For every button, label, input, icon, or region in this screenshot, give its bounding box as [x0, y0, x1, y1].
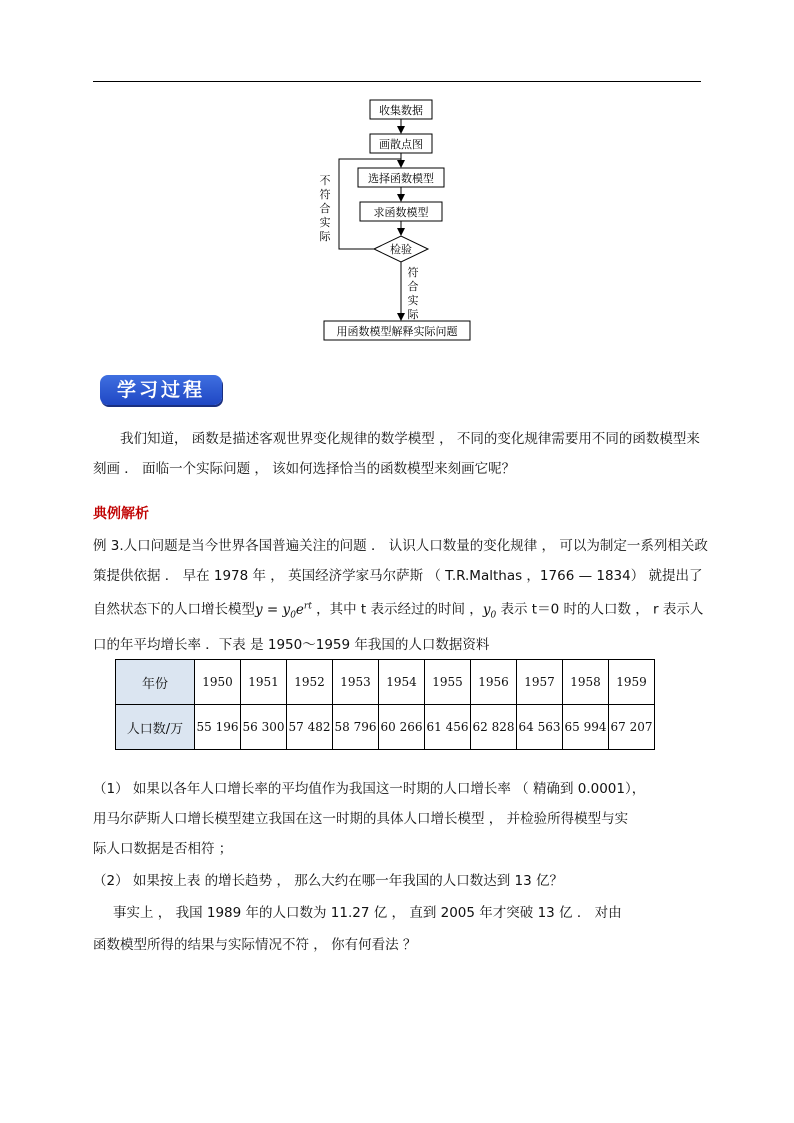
table-cell: 1954: [379, 660, 425, 705]
svg-text:合: 合: [319, 202, 331, 215]
svg-text:符: 符: [319, 188, 331, 201]
flow-step-scatter: [370, 134, 432, 153]
section-banner: 学习过程: [100, 375, 222, 405]
table-cell: 1950: [195, 660, 241, 705]
table-cell: 1951: [241, 660, 287, 705]
table-cell: 65 994: [563, 705, 609, 750]
modeling-flowchart: [0, 0, 794, 360]
example-paragraph: 例 3.人口问题是当今世界各国普遍关注的问题 ． 认识人口数量的变化规律 ， 可以为制定一系列相关政策提供依据 ． 早在 1978 年 ， 英国经济学家马尔萨斯 （ T.R.Malthas ，1766 — 1834） 就提出了自然状态下的人口增长模型$y = y_0e^{rt}$ ，其中 t 表示经过的时间 ，$y_0$ 表示 t＝0 时的人口数 ， r 表示人口的年平均增长率 ．下表 是 1950～1959 年我国的人口数据资料: [93, 538, 708, 654]
table-cell: 58 796: [333, 705, 379, 750]
table-cell: 1956: [471, 660, 517, 705]
question-1-line-2: 用马尔萨斯人口增长模型建立我国在这一时期的具体人口增长模型 ， 并检验所得模型与实: [93, 811, 629, 827]
table-cell: 1955: [425, 660, 471, 705]
flow-decision-verify: [374, 236, 428, 262]
svg-text:不: 不: [319, 174, 331, 187]
table-cell: 61 456: [425, 705, 471, 750]
table-cell: 62 828: [471, 705, 517, 750]
table-cell: 1957: [517, 660, 563, 705]
flow-decision-label: 检验: [390, 243, 412, 256]
flow-label-not-fit: [320, 174, 332, 243]
table-cell: 1959: [609, 660, 655, 705]
year-header: 年份: [116, 660, 195, 705]
table-cell: 1953: [333, 660, 379, 705]
flow-step-scatter-label: 画散点图: [379, 138, 423, 151]
flow-step-solve-model: [360, 202, 442, 221]
svg-text:实: 实: [319, 216, 331, 229]
svg-text:符: 符: [407, 266, 419, 279]
svg-text:际: 际: [319, 230, 331, 243]
flow-step-interpret-label: 用函数模型解释实际问题: [336, 325, 458, 338]
y0-symbol: $y_0$: [482, 601, 497, 621]
flow-label-fit: [408, 266, 420, 321]
population-table: [115, 659, 655, 750]
svg-text:实: 实: [407, 294, 419, 307]
table-cell: 56 300: [241, 705, 287, 750]
question-2: （2） 如果按上表 的增长趋势 ， 那么大约在哪一年我国的人口数达到 13 亿？: [93, 873, 564, 889]
table-cell: 67 207: [609, 705, 655, 750]
intro-paragraph: 我们知道， 函数是描述客观世界变化规律的数学模型 ， 不同的变化规律需要用不同的函数模型来刻画 ． 面临一个实际问题 ， 该如何选择恰当的函数模型来刻画它呢？: [93, 431, 700, 477]
flow-step-choose-model: [358, 168, 444, 187]
table-cell: 60 266: [379, 705, 425, 750]
question-1-line-3: 际人口数据是否相符 ；: [93, 841, 233, 857]
table-cell: 55 196: [195, 705, 241, 750]
table-row: [116, 705, 655, 750]
table-cell: 64 563: [517, 705, 563, 750]
population-header: 人口数/万: [116, 705, 195, 750]
growth-model-formula: $y = y_0e^{rt}$: [255, 601, 312, 621]
svg-text:合: 合: [407, 280, 419, 293]
table-cell: 57 482: [287, 705, 333, 750]
fact-line-1: 事实上 ， 我国 1989 年的人口数为 11.27 亿 ， 直到 2005 年才突破 13 亿 ． 对由: [113, 905, 622, 921]
table-cell: 1958: [563, 660, 609, 705]
example-section-title: 典例解析: [93, 506, 149, 522]
svg-text:际: 际: [407, 308, 419, 321]
flow-step-solve-model-label: 求函数模型: [373, 206, 429, 219]
question-1-line-1: （1） 如果以各年人口增长率的平均值作为我国这一时期的人口增长率 （ 精确到 0.0001），: [93, 781, 646, 797]
flow-step-collect: [370, 100, 432, 119]
table-row: [116, 660, 655, 705]
table-cell: 1952: [287, 660, 333, 705]
flow-step-collect-label: 收集数据: [379, 104, 423, 117]
flow-step-choose-model-label: 选择函数模型: [368, 172, 434, 185]
flow-step-interpret: [324, 321, 470, 340]
fact-line-2: 函数模型所得的结果与实际情况不符 ， 你有何看法 ？: [93, 937, 417, 953]
